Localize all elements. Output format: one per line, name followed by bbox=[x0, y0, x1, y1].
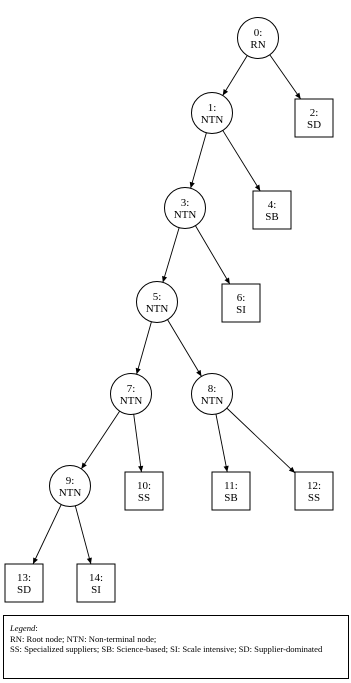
legend-title-colon: : bbox=[35, 623, 38, 633]
edge-5-8 bbox=[168, 320, 202, 377]
node-1 bbox=[192, 93, 233, 134]
edge-9-13 bbox=[33, 505, 61, 564]
node-type-label: RN bbox=[250, 39, 266, 51]
legend-line-categories: SS: Specialized suppliers; SB: Science-based; SI: Scale intensive; SD: Supplier-dominated bbox=[10, 644, 323, 654]
node-type-label: SS bbox=[307, 492, 321, 504]
arrowhead-0-1 bbox=[223, 89, 228, 95]
node-id-label: 11: bbox=[224, 480, 238, 492]
node-6 bbox=[222, 284, 260, 322]
node-8 bbox=[192, 374, 233, 415]
node-type-label: SB bbox=[224, 492, 238, 504]
arrowhead-3-5 bbox=[162, 276, 167, 282]
node-type-label: SB bbox=[265, 211, 279, 223]
node-type-label: SI bbox=[236, 304, 246, 316]
edge-7-10 bbox=[134, 414, 142, 472]
node-id-label: 7: bbox=[126, 383, 136, 395]
node-10 bbox=[125, 472, 163, 510]
arrowhead-5-7 bbox=[136, 368, 141, 374]
node-7 bbox=[111, 374, 152, 415]
edge-5-7 bbox=[137, 322, 152, 375]
arrowhead-0-2 bbox=[295, 93, 301, 99]
node-id-label: 10: bbox=[136, 480, 152, 492]
node-5 bbox=[137, 282, 178, 323]
node-id-label: 6: bbox=[236, 292, 246, 304]
legend-box bbox=[3, 615, 349, 679]
node-2 bbox=[295, 99, 333, 137]
node-11 bbox=[212, 472, 250, 510]
node-type-label: NTN bbox=[58, 487, 82, 499]
node-id-label: 1: bbox=[207, 102, 217, 114]
node-id-label: 2: bbox=[309, 107, 319, 119]
edge-3-6 bbox=[195, 226, 229, 284]
edge-8-11 bbox=[216, 414, 227, 472]
node-type-label: SD bbox=[306, 119, 322, 131]
edge-1-4 bbox=[223, 130, 260, 191]
tree-nodes bbox=[5, 18, 333, 603]
arrowhead-8-11 bbox=[224, 466, 229, 472]
node-id-label: 12: bbox=[306, 480, 322, 492]
node-9 bbox=[50, 466, 91, 507]
node-id-label: 9: bbox=[65, 475, 75, 487]
node-id-label: 8: bbox=[207, 383, 217, 395]
legend-line-node-types: RN: Root node; NTN: Non-terminal node; bbox=[10, 633, 157, 644]
node-4 bbox=[253, 191, 291, 229]
node-type-label: NTN bbox=[200, 395, 224, 407]
edge-0-1 bbox=[223, 55, 248, 95]
node-id-label: 3: bbox=[180, 197, 190, 209]
node-type-label: SI bbox=[91, 584, 101, 596]
legend-title-line bbox=[10, 623, 343, 634]
arrowhead-3-6 bbox=[225, 278, 230, 284]
node-12 bbox=[295, 472, 333, 510]
node-13 bbox=[5, 564, 43, 602]
node-type-label: NTN bbox=[119, 395, 143, 407]
node-id-label: 13: bbox=[16, 572, 32, 584]
arrowhead-7-9 bbox=[81, 462, 86, 468]
edge-7-9 bbox=[81, 411, 119, 469]
node-14 bbox=[77, 564, 115, 602]
node-type-label: NTN bbox=[145, 303, 169, 315]
edge-3-5 bbox=[163, 228, 179, 283]
arrowhead-7-10 bbox=[138, 466, 143, 472]
arrowhead-1-3 bbox=[190, 182, 195, 188]
node-type-label: NTN bbox=[173, 209, 197, 221]
edge-1-3 bbox=[191, 133, 207, 189]
node-type-label: NTN bbox=[200, 114, 224, 126]
node-id-label: 4: bbox=[267, 199, 277, 211]
edge-0-2 bbox=[270, 55, 301, 99]
node-id-label: 0: bbox=[253, 27, 263, 39]
node-3 bbox=[165, 188, 206, 229]
legend-title: Legend bbox=[10, 623, 36, 633]
node-id-label: 5: bbox=[152, 291, 162, 303]
node-type-label: SS bbox=[137, 492, 151, 504]
node-id-label: 14: bbox=[88, 572, 104, 584]
arrowhead-5-8 bbox=[196, 370, 201, 376]
node-0 bbox=[238, 18, 279, 59]
edge-8-12 bbox=[227, 408, 295, 473]
arrowhead-1-4 bbox=[255, 185, 260, 191]
edge-9-14 bbox=[75, 506, 91, 564]
node-type-label: SD bbox=[16, 584, 32, 596]
